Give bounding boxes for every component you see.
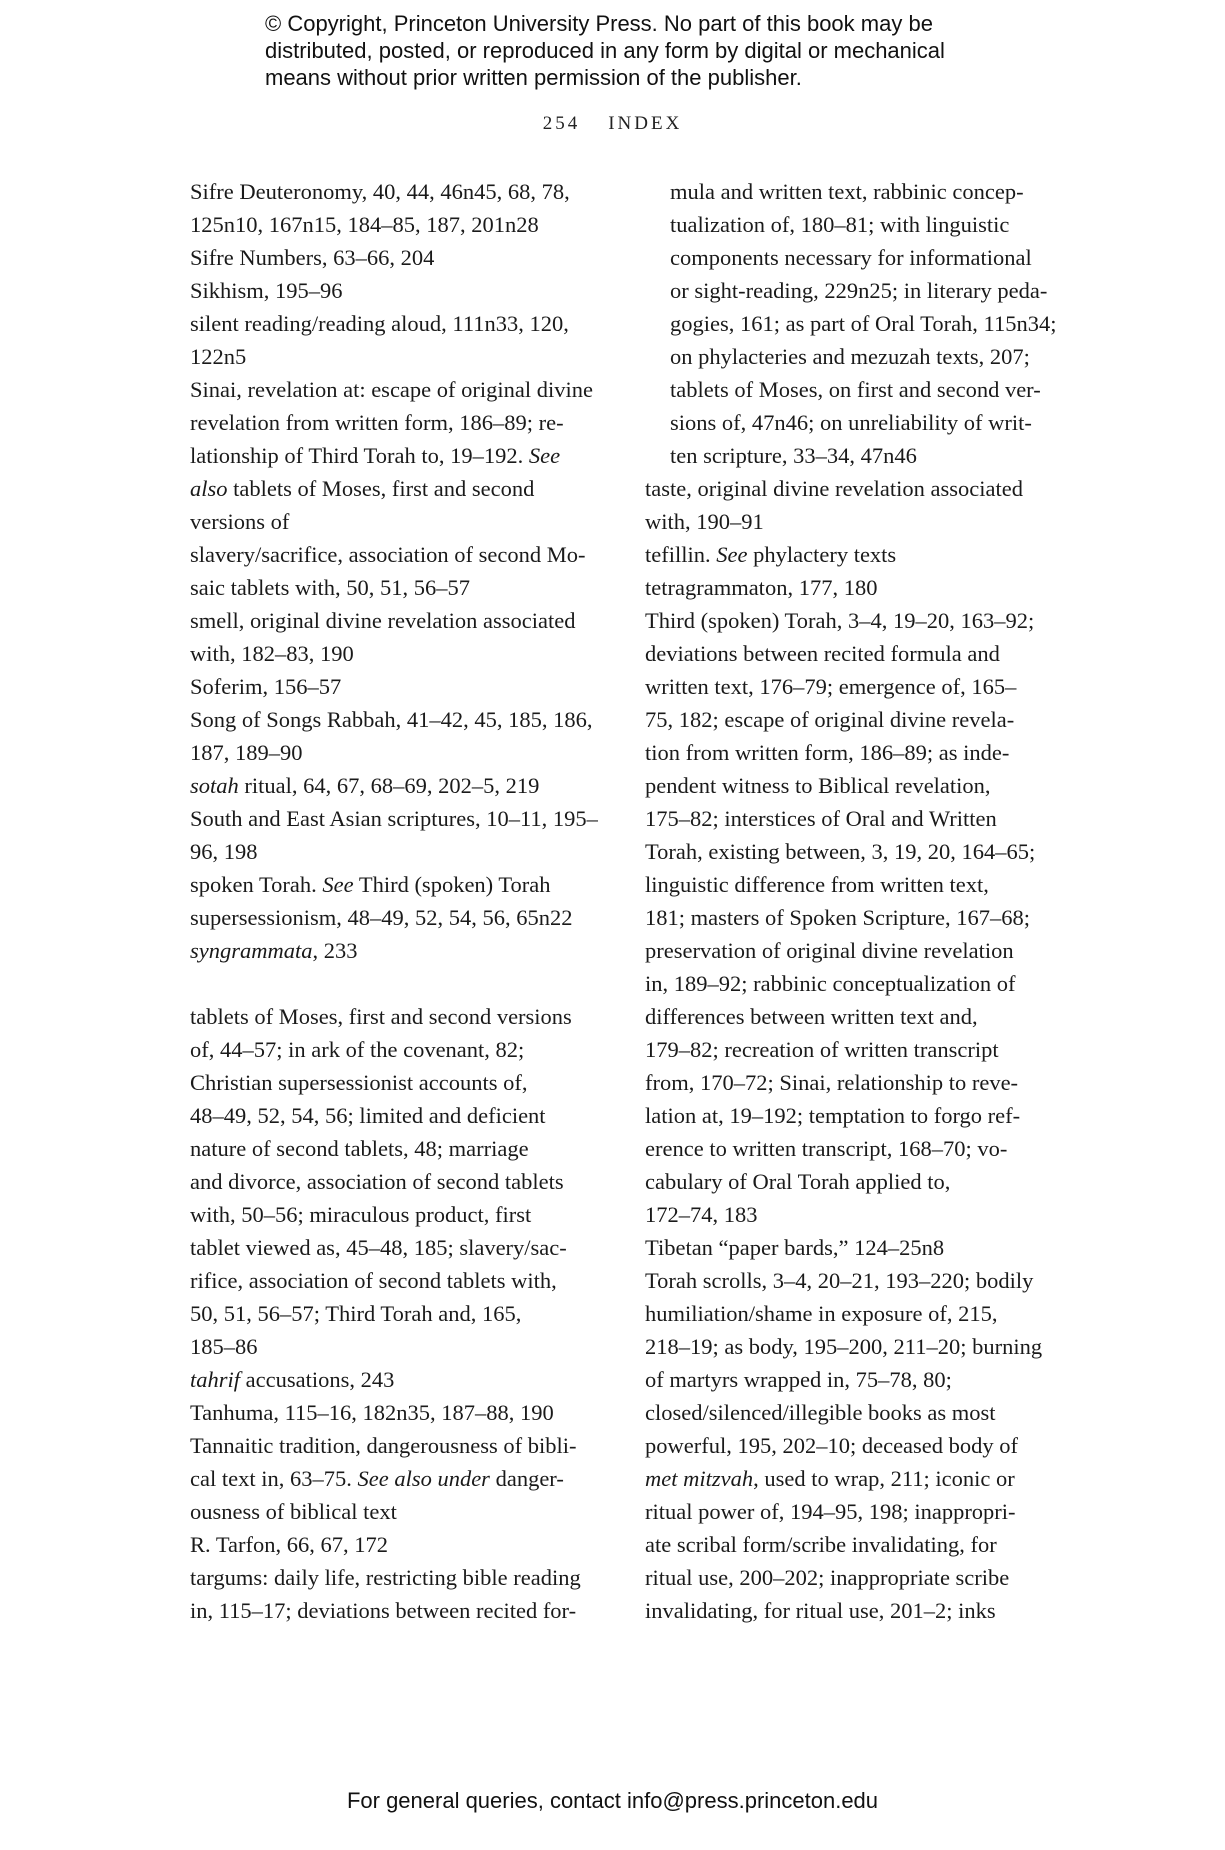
cross-reference: See (528, 443, 561, 468)
index-entry (645, 604, 1060, 1231)
index-entry (190, 769, 610, 802)
entry-text: accusations, 243 (240, 1367, 395, 1392)
entry-line: differences between written text and, (645, 1004, 978, 1029)
entry-line: tablet viewed as, 45–48, 185; slavery/sac- (190, 1235, 567, 1260)
index-entry (190, 274, 610, 307)
page-number: 254 (542, 113, 581, 134)
footer-contact: For general queries, contact info@press.princeton.edu (346, 1788, 879, 1813)
entry-line: R. Tarfon, 66, 67, 172 (190, 1532, 388, 1557)
italic-term: tahrif (190, 1367, 241, 1392)
entry-line: 185–86 (190, 1334, 258, 1359)
index-entry (645, 1264, 1060, 1627)
entry-line: deviations between recited formula and (645, 641, 1000, 666)
entry-line: 172–74, 183 (645, 1202, 758, 1227)
entry-line: slavery/sacrifice, association of second Mo- (190, 542, 586, 567)
entry-line: 122n5 (190, 344, 247, 369)
copyright-line: distributed, posted, or reproduced in any form by digital or mechanical (265, 38, 945, 63)
entry-line: Tanhuma, 115–16, 182n35, 187–88, 190 (190, 1400, 554, 1425)
index-entry (190, 1363, 610, 1396)
index-entry (190, 241, 610, 274)
entry-line (645, 538, 1060, 571)
entry-line (190, 1363, 610, 1396)
entry-line: preservation of original divine revelation (645, 938, 1014, 963)
entry-line: Torah, existing between, 3, 19, 20, 164–65; (645, 839, 1036, 864)
entry-line: 175–82; interstices of Oral and Written (645, 806, 997, 831)
entry-line: tion from written form, 186–89; as inde- (645, 740, 1010, 765)
entry-line: smell, original divine revelation associated (190, 608, 576, 633)
entry-line: invalidating, for ritual use, 201–2; inks (645, 1598, 996, 1623)
index-entry (190, 802, 610, 868)
entry-line: in, 115–17; deviations between recited for- (190, 1598, 577, 1623)
index-entry (645, 571, 1060, 604)
index-entry (190, 1429, 610, 1528)
entry-line: Christian supersessionist accounts of, (190, 1070, 528, 1095)
entry-line: tualization of, 180–81; with linguistic (670, 212, 1010, 237)
entry-line: Tibetan “paper bards,” 124–25n8 (645, 1235, 945, 1260)
index-entry (645, 1231, 1060, 1264)
entry-line: tablets of Moses, on first and second ver- (670, 377, 1041, 402)
entry-line: cabulary of Oral Torah applied to, (645, 1169, 951, 1194)
entry-line: tetragrammaton, 177, 180 (645, 575, 878, 600)
entry-line: Soferim, 156–57 (190, 674, 342, 699)
entry-line: Sifre Numbers, 63–66, 204 (190, 245, 435, 270)
entry-line: 179–82; recreation of written transcript (645, 1037, 999, 1062)
entry-line: of martyrs wrapped in, 75–78, 80; (645, 1367, 952, 1392)
cross-reference: See (322, 872, 354, 897)
index-entry (190, 934, 610, 967)
entry-line: erence to written transcript, 168–70; vo- (645, 1136, 1008, 1161)
entry-line: Third (spoken) Torah, 3–4, 19–20, 163–92; (645, 608, 1035, 633)
index-entry (190, 307, 610, 373)
entry-line: mula and written text, rabbinic concep- (670, 179, 1024, 204)
entry-line: ousness of biblical text (190, 1499, 397, 1524)
entry-text: spoken Torah. (190, 872, 323, 897)
letter-group-gap (190, 967, 610, 1000)
entry-line: with, 190–91 (645, 509, 764, 534)
entry-line: saic tablets with, 50, 51, 56–57 (190, 575, 470, 600)
entry-text: tablets of Moses, first and second (227, 476, 535, 501)
entry-line: 96, 198 (190, 839, 258, 864)
entry-line: with, 50–56; miraculous product, first (190, 1202, 532, 1227)
entry-line (190, 934, 610, 967)
entry-line (645, 1462, 1060, 1495)
entry-line: and divorce, association of second tablets (190, 1169, 564, 1194)
entry-line: tablets of Moses, first and second versions (190, 1004, 572, 1029)
entry-line (190, 1462, 610, 1495)
copyright-line: © Copyright, Princeton University Press. No part of this book may be (265, 11, 933, 36)
running-head (0, 113, 1225, 135)
entry-text: tefillin. (645, 542, 717, 567)
entry-line: 181; masters of Spoken Scripture, 167–68; (645, 905, 1030, 930)
index-entry (190, 670, 610, 703)
entry-line: components necessary for informational (670, 245, 1032, 270)
entry-line: 75, 182; escape of original divine revela- (645, 707, 1015, 732)
entry-line: rifice, association of second tablets with, (190, 1268, 557, 1293)
entry-line: Sikhism, 195–96 (190, 278, 343, 303)
entry-line: Sifre Deuteronomy, 40, 44, 46n45, 68, 78, (190, 179, 570, 204)
index-entry (190, 1528, 610, 1561)
index-entry-continuation (645, 175, 1060, 472)
entry-line: pendent witness to Biblical revelation, (645, 773, 991, 798)
index-entry (190, 373, 610, 538)
entry-text: , 233 (312, 938, 358, 963)
entry-line: powerful, 195, 202–10; deceased body of (645, 1433, 1019, 1458)
entry-line: from, 170–72; Sinai, relationship to reve- (645, 1070, 1019, 1095)
entry-text: ritual, 64, 67, 68–69, 202–5, 219 (238, 773, 540, 798)
entry-line: in, 189–92; rabbinic conceptualization of (645, 971, 1016, 996)
entry-line: 218–19; as body, 195–200, 211–20; burning (645, 1334, 1043, 1359)
entry-line: ritual power of, 194–95, 198; inappropri- (645, 1499, 1016, 1524)
index-entry (190, 1561, 610, 1627)
entry-text: , used to wrap, 211; iconic or (753, 1466, 1015, 1491)
cross-reference: also (190, 476, 228, 501)
section-title: INDEX (608, 113, 683, 134)
entry-line: Sinai, revelation at: escape of original divine (190, 377, 593, 402)
entry-text: cal text in, 63–75. (190, 1466, 358, 1491)
entry-text: phylactery texts (747, 542, 897, 567)
entry-line: 48–49, 52, 54, 56; limited and deficient (190, 1103, 546, 1128)
entry-line: Tannaitic tradition, dangerousness of bibli- (190, 1433, 577, 1458)
entry-line: South and East Asian scriptures, 10–11, 195– (190, 806, 598, 831)
index-entry (645, 472, 1060, 538)
entry-line: ten scripture, 33–34, 47n46 (670, 443, 917, 468)
entry-line: Song of Songs Rabbah, 41–42, 45, 185, 186, (190, 707, 593, 732)
italic-term: syngrammata (190, 938, 313, 963)
entry-line: or sight-reading, 229n25; in literary peda- (670, 278, 1048, 303)
index-column-left (190, 175, 610, 1627)
entry-line: Torah scrolls, 3–4, 20–21, 193–220; bodily (645, 1268, 1034, 1293)
entry-line (190, 472, 610, 505)
entry-line: with, 182–83, 190 (190, 641, 354, 666)
entry-line: gogies, 161; as part of Oral Torah, 115n34; (670, 311, 1057, 336)
entry-line: sions of, 47n46; on unreliability of writ- (670, 410, 1032, 435)
copyright-line: means without prior written permission of the publisher. (265, 65, 802, 90)
italic-term: met mitzvah (645, 1466, 754, 1491)
entry-line: silent reading/reading aloud, 111n33, 120, (190, 311, 569, 336)
entry-line: on phylacteries and mezuzah texts, 207; (670, 344, 1030, 369)
index-entry (190, 1000, 610, 1363)
index-entry (190, 868, 610, 901)
index-column-right (645, 175, 1060, 1627)
entry-line: of, 44–57; in ark of the covenant, 82; (190, 1037, 525, 1062)
entry-line: 187, 189–90 (190, 740, 303, 765)
entry-line: targums: daily life, restricting bible reading (190, 1565, 581, 1590)
cross-reference: See (716, 542, 748, 567)
entry-line (190, 439, 610, 472)
index-entry (190, 175, 610, 241)
italic-term: sotah (190, 773, 239, 798)
entry-line: revelation from written form, 186–89; re- (190, 410, 564, 435)
entry-line: versions of (190, 509, 290, 534)
copyright-notice (265, 10, 1025, 91)
index-entry (190, 703, 610, 769)
entry-line: 125n10, 167n15, 184–85, 187, 201n28 (190, 212, 539, 237)
entry-line (190, 769, 610, 802)
entry-line: closed/silenced/illegible books as most (645, 1400, 996, 1425)
entry-text: Third (spoken) Torah (353, 872, 551, 897)
entry-line: written text, 176–79; emergence of, 165– (645, 674, 1017, 699)
entry-line: taste, original divine revelation associated (645, 476, 1023, 501)
entry-line: lation at, 19–192; temptation to forgo ref- (645, 1103, 1021, 1128)
entry-text: lationship of Third Torah to, 19–192. (190, 443, 529, 468)
entry-text: danger- (489, 1466, 564, 1491)
entry-line: ate scribal form/scribe invalidating, for (645, 1532, 997, 1557)
index-entry (190, 1396, 610, 1429)
index-entry (645, 538, 1060, 571)
index-entry (190, 538, 610, 604)
entry-line: nature of second tablets, 48; marriage (190, 1136, 529, 1161)
entry-line: ritual use, 200–202; inappropriate scribe (645, 1565, 1010, 1590)
index-entry (190, 901, 610, 934)
cross-reference: See also under (357, 1466, 490, 1491)
index-entry (190, 604, 610, 670)
entry-line: linguistic difference from written text, (645, 872, 989, 897)
entry-line: humiliation/shame in exposure of, 215, (645, 1301, 998, 1326)
entry-line (190, 868, 610, 901)
entry-line: supersessionism, 48–49, 52, 54, 56, 65n22 (190, 905, 573, 930)
entry-line: 50, 51, 56–57; Third Torah and, 165, (190, 1301, 522, 1326)
